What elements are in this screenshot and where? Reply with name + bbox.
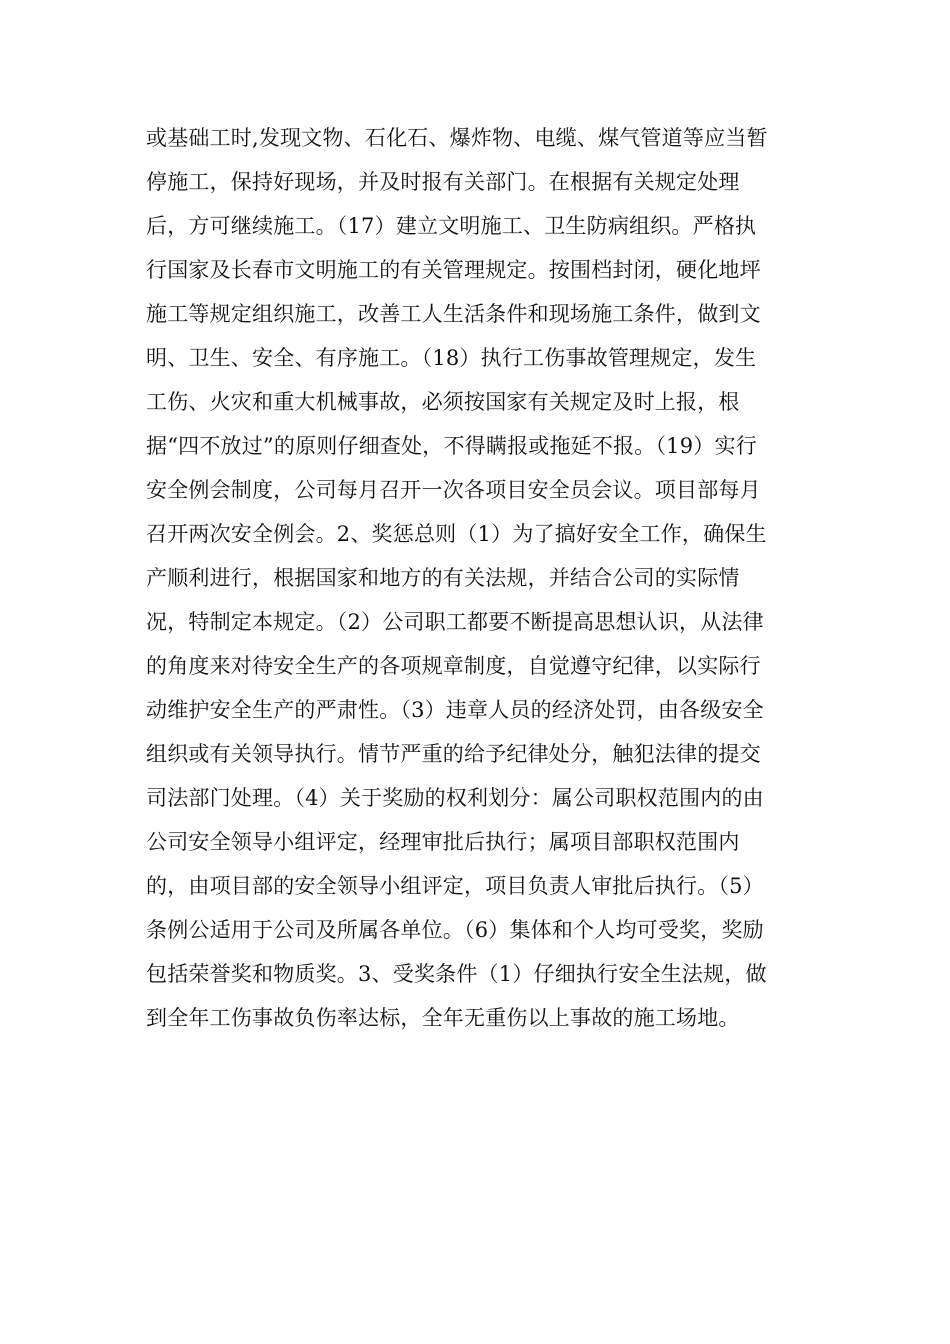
text-line: 的角度来对待安全生产的各项规章制度，自觉遵守纪律，以实际行 (146, 654, 761, 678)
text-line: 停施工，保持好现场，并及时报有关部门。在根据有关规定处理 (146, 170, 740, 194)
body-text (146, 116, 826, 1040)
text-line: 司法部门处理。（4）关于奖励的权利划分：属公司职权范围内的由 (146, 786, 764, 810)
text-line: 后，方可继续施工。（17）建立文明施工、卫生防病组织。严格执 (146, 214, 757, 238)
text-line: 或基础工时,发现文物、石化石、爆炸物、电缆、煤气管道等应当暂 (146, 126, 768, 150)
text-line: 行国家及长春市文明施工的有关管理规定。按围档封闭，硬化地坪 (146, 258, 761, 282)
text-line: 施工等规定组织施工，改善工人生活条件和现场施工条件，做到文 (146, 302, 761, 326)
text-line: 组织或有关领导执行。情节严重的给予纪律处分，触犯法律的提交 (146, 742, 761, 766)
text-line: 包括荣誉奖和物质奖。3、受奖条件（1）仔细执行安全生法规，做 (146, 962, 767, 986)
text-line: 况，特制定本规定。（2）公司职工都要不断提高思想认识，从法律 (146, 610, 764, 634)
text-line: 工伤、火灾和重大机械事故，必须按国家有关规定及时上报，根 (146, 390, 740, 414)
text-line: 的，由项目部的安全领导小组评定，项目负责人审批后执行。（5） (146, 874, 764, 898)
text-line: 明、卫生、安全、有序施工。（18）执行工伤事故管理规定，发生 (146, 346, 757, 370)
text-line: 公司安全领导小组评定，经理审批后执行；属项目部职权范围内 (146, 830, 740, 854)
text-line: 据“四不放过”的原则仔细查处，不得瞒报或拖延不报。（19）实行 (146, 434, 757, 458)
text-line: 到全年工伤事故负伤率达标，全年无重伤以上事故的施工场地。 (146, 1006, 740, 1030)
text-line: 召开两次安全例会。2、奖惩总则（1）为了搞好安全工作，确保生 (146, 522, 767, 546)
text-line: 安全例会制度，公司每月召开一次各项目安全员会议。项目部每月 (146, 478, 761, 502)
text-line: 条例公适用于公司及所属各单位。（6）集体和个人均可受奖，奖励 (146, 918, 764, 942)
text-line: 动维护安全生产的严肃性。（3）违章人员的经济处罚，由各级安全 (146, 698, 764, 722)
text-line: 产顺利进行，根据国家和地方的有关法规，并结合公司的实际情 (146, 566, 740, 590)
